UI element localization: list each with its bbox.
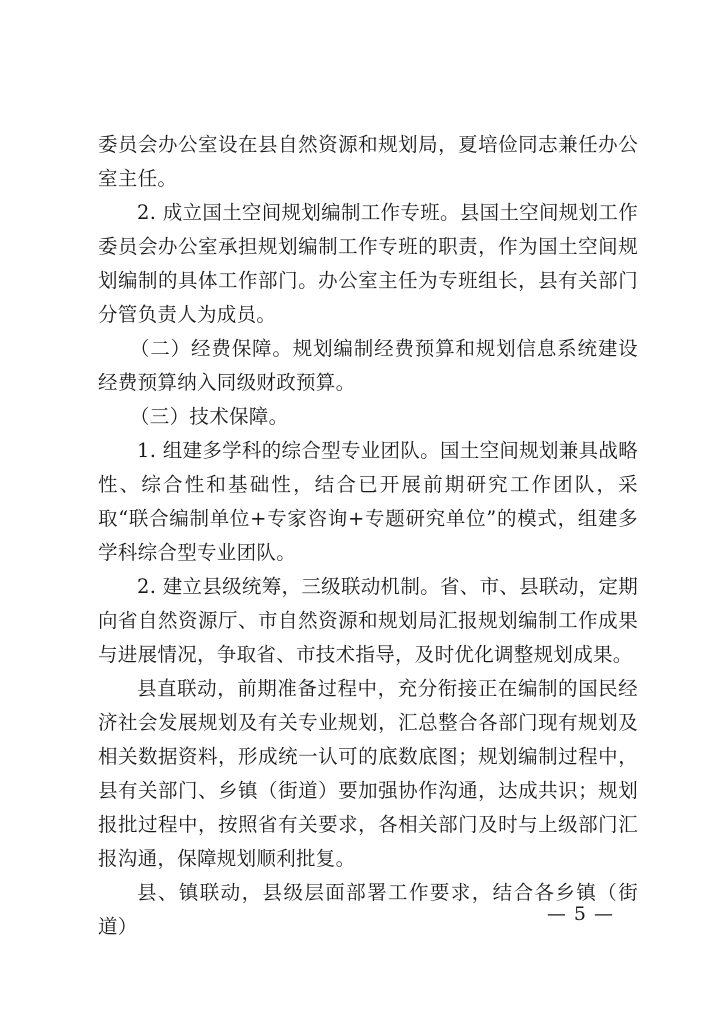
paragraph-county-department-linkage: 县直联动，前期准备过程中，充分衔接正在编制的国民经济社会发展规划及有关专业规划，汇总整合各部门现有规划及相关数据资料，形成统一认可的底数底图；规划编制过程中，县有关部门、乡镇（街道）要加强协作沟通，达成共识；规划报批过程中，按照省有关要求，各相关部门及时与上级部门汇报沟通，保障规划顺利批复。 bbox=[98, 677, 638, 870]
paragraph-planning-team: 2. 成立国土空间规划编制工作专班。县国土空间规划工作委员会办公室承担规划编制工作专班的职责，作为国土空间规划编制的具体工作部门。办公室主任为专班组长，县有关部门分管负责人为成员。 bbox=[98, 201, 638, 326]
paragraph-linkage-mechanism: 2. 建立县级统筹，三级联动机制。省、市、县联动，定期向省自然资源厅、市自然资源和规划局汇报规划编制工作成果与进展情况，争取省、市技术指导，及时优化调整规划成果。 bbox=[98, 575, 638, 666]
paragraph-technical-guarantee-heading: （三）技术保障。 bbox=[130, 405, 289, 428]
document-body bbox=[98, 128, 638, 944]
paragraph-office-setup: 委员会办公室设在县自然资源和规划局，夏培俭同志兼任办公室主任。 bbox=[98, 133, 638, 190]
paragraph-funding-guarantee: （二）经费保障。规划编制经费预算和规划信息系统建设经费预算纳入同级财政预算。 bbox=[98, 337, 638, 394]
paragraph-county-town-linkage: 县、镇联动，县级层面部署工作要求，结合各乡镇（街道） bbox=[98, 881, 638, 938]
paragraph-expert-team: 1. 组建多学科的综合型专业团队。国土空间规划兼具战略性、综合性和基础性，结合已开展前期研究工作团队，采取“联合编制单位+专家咨询+专题研究单位”的模式，组建多学科综合型专业团队。 bbox=[98, 439, 638, 564]
page-number: — 5 — bbox=[546, 903, 614, 925]
